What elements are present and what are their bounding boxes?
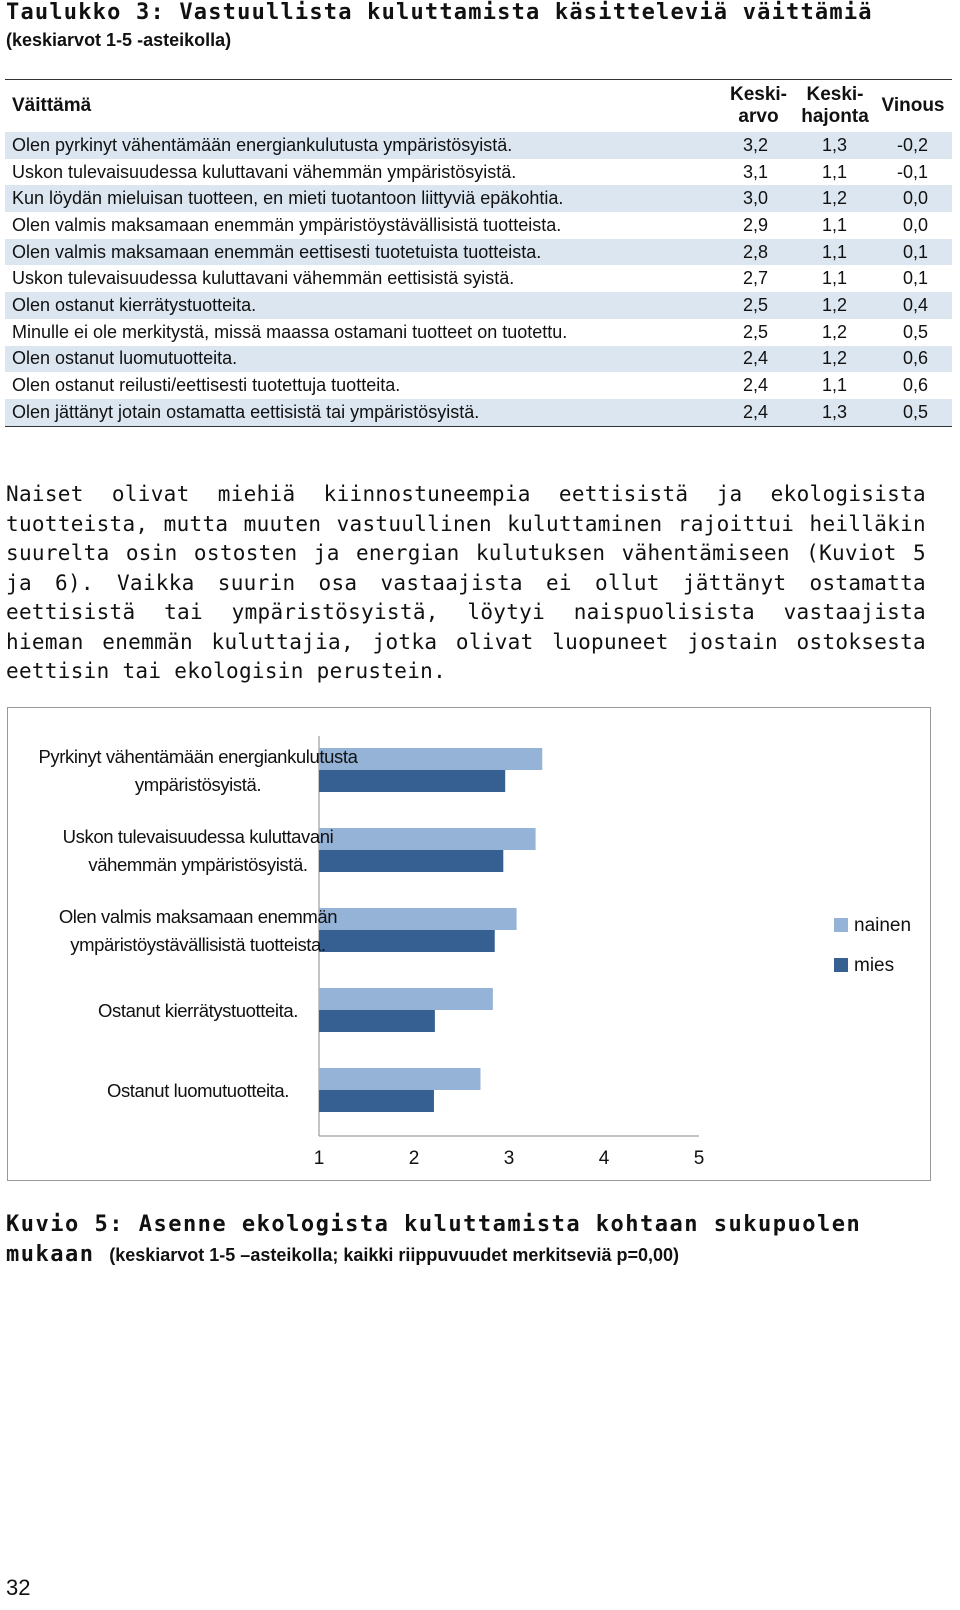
header-mean bbox=[721, 80, 796, 133]
legend-swatch-nainen bbox=[834, 918, 848, 932]
bar-nainen bbox=[319, 828, 536, 850]
skew-cell: -0,1 bbox=[896, 161, 928, 182]
bar-mies bbox=[319, 930, 495, 952]
table-row bbox=[5, 292, 952, 319]
mean-cell: 3,0 bbox=[742, 188, 768, 209]
legend-swatch-mies bbox=[834, 958, 848, 972]
sd-cell: 1,3 bbox=[821, 401, 847, 422]
statement-cell: Olen ostanut reilusti/eettisesti tuotettuja tuotteita. bbox=[12, 375, 401, 396]
mean-cell: 3,1 bbox=[742, 161, 768, 182]
table-row bbox=[5, 212, 952, 239]
x-tick-label: 2 bbox=[408, 1148, 420, 1169]
skew-cell: 0,0 bbox=[902, 188, 928, 209]
category-label: Ostanut kierrätystuotteita. bbox=[98, 1000, 298, 1021]
statement-cell: Olen jättänyt jotain ostamatta eettisistä tai ympäristösyistä. bbox=[12, 401, 480, 422]
statement-cell: Olen valmis maksamaan enemmän eettisesti tuotetuista tuotteista. bbox=[12, 241, 542, 262]
mean-cell: 2,8 bbox=[742, 241, 768, 262]
sd-cell: 1,1 bbox=[821, 161, 847, 182]
header-skew: Vinous bbox=[881, 95, 945, 116]
sd-cell: 1,2 bbox=[821, 188, 847, 209]
bar-mies bbox=[319, 850, 503, 872]
header-sd bbox=[796, 80, 874, 133]
statement-cell: Olen ostanut kierrätystuotteita. bbox=[12, 294, 257, 315]
caption-main: Kuvio 5: Asenne ekologista kuluttamista kohtaan sukupuolen mukaan bbox=[6, 1212, 862, 1267]
bar-nainen bbox=[319, 908, 517, 930]
bar-mies bbox=[319, 770, 505, 792]
chart-frame bbox=[7, 707, 931, 1181]
header-sd-line1: Keski- bbox=[806, 84, 864, 105]
sd-cell: 1,1 bbox=[821, 214, 847, 235]
skew-cell: 0,6 bbox=[902, 375, 928, 396]
legend-label-nainen: nainen bbox=[854, 915, 912, 936]
skew-cell: 0,5 bbox=[902, 321, 928, 342]
header-statement: Väittämä bbox=[12, 95, 92, 116]
sd-cell: 1,1 bbox=[821, 375, 847, 396]
x-tick-label: 1 bbox=[313, 1148, 325, 1169]
bar-nainen bbox=[319, 988, 493, 1010]
figure-caption bbox=[6, 1210, 936, 1270]
skew-cell: 0,1 bbox=[902, 241, 928, 262]
sd-cell: 1,2 bbox=[821, 294, 847, 315]
header-mean-line2: arvo bbox=[738, 106, 779, 127]
skew-cell: 0,5 bbox=[902, 401, 928, 422]
table-row bbox=[5, 399, 952, 426]
statements-table bbox=[5, 79, 952, 427]
x-tick-label: 4 bbox=[598, 1148, 610, 1169]
category-label: Ostanut luomutuotteita. bbox=[106, 1080, 290, 1101]
table-title: Taulukko 3: Vastuullista kuluttamista käsitteleviä väittämiä bbox=[6, 0, 873, 25]
sd-cell: 1,3 bbox=[821, 134, 847, 155]
mean-cell: 2,4 bbox=[742, 375, 768, 396]
mean-cell: 2,4 bbox=[742, 401, 768, 422]
category-label: vähemmän ympäristösyistä. bbox=[88, 854, 308, 875]
statement-cell: Uskon tulevaisuudessa kuluttavani vähemmän eettisistä syistä. bbox=[12, 268, 515, 289]
header-sd-line2: hajonta bbox=[801, 106, 869, 127]
table-row bbox=[5, 132, 952, 159]
statement-cell: Uskon tulevaisuudessa kuluttavani vähemmän ympäristösyistä. bbox=[12, 161, 517, 182]
skew-cell: 0,1 bbox=[902, 268, 928, 289]
mean-cell: 2,5 bbox=[742, 321, 768, 342]
category-label: Pyrkinyt vähentämään energiankulutusta bbox=[38, 746, 358, 767]
table-row bbox=[5, 185, 952, 212]
table-row bbox=[5, 372, 952, 399]
statement-cell: Kun löydän mieluisan tuotteen, en mieti tuotantoon liittyviä epäkohtia. bbox=[12, 188, 564, 209]
body-paragraph: Naiset olivat miehiä kiinnostuneempia eettisistä ja ekologisista tuotteista, mutta muuten vastuullinen kuluttaminen rajoittui heilläkin suurelta osin ostosten ja energian kulutuksen vähentämiseen (Kuviot 5 ja 6). Vaikka suurin osa vastaajista ei ollut jättänyt ostamatta eettisistä tai ympäristösyistä, löytyi naispuolisista vastaajista hieman enemmän kuluttajia, jotka olivat luopuneet jostain ostoksesta eettisin tai ekologisin perustein. bbox=[6, 482, 926, 683]
sd-cell: 1,2 bbox=[821, 321, 847, 342]
category-label: ympäristöystävällisistä tuotteista. bbox=[70, 934, 326, 955]
statement-cell: Minulle ei ole merkitystä, missä maassa ostamani tuotteet on tuotettu. bbox=[12, 321, 568, 342]
category-label: ympäristösyistä. bbox=[134, 774, 262, 795]
mean-cell: 2,7 bbox=[742, 268, 768, 289]
bar-mies bbox=[319, 1090, 434, 1112]
legend-label-mies: mies bbox=[854, 955, 895, 976]
mean-cell: 2,5 bbox=[742, 294, 768, 315]
table-row bbox=[5, 239, 952, 266]
table-body bbox=[5, 132, 952, 426]
page-number: 32 bbox=[6, 1575, 31, 1600]
x-tick-label: 3 bbox=[503, 1148, 515, 1169]
mean-cell: 3,2 bbox=[742, 134, 768, 155]
skew-cell: 0,6 bbox=[902, 348, 928, 369]
sd-cell: 1,1 bbox=[821, 268, 847, 289]
sd-cell: 1,1 bbox=[821, 241, 847, 262]
sd-cell: 1,2 bbox=[821, 348, 847, 369]
mean-cell: 2,9 bbox=[742, 214, 768, 235]
table-row bbox=[5, 319, 952, 346]
statement-cell: Olen pyrkinyt vähentämään energiankulutusta ympäristösyistä. bbox=[12, 134, 513, 155]
skew-cell: 0,0 bbox=[902, 214, 928, 235]
category-label: Olen valmis maksamaan enemmän bbox=[58, 906, 338, 927]
bar-chart bbox=[8, 708, 932, 1182]
skew-cell: 0,4 bbox=[902, 294, 928, 315]
skew-cell: -0,2 bbox=[896, 134, 928, 155]
table-header-row bbox=[5, 80, 952, 133]
x-tick-label: 5 bbox=[693, 1148, 705, 1169]
caption-note: (keskiarvot 1-5 –asteikolla; kaikki riippuvuudet merkitseviä p=0,00) bbox=[109, 1245, 680, 1265]
statement-cell: Olen valmis maksamaan enemmän ympäristöystävällisistä tuotteista. bbox=[12, 214, 562, 235]
table-row bbox=[5, 346, 952, 373]
header-mean-line1: Keski- bbox=[729, 84, 788, 105]
table-row bbox=[5, 265, 952, 292]
table-subtitle: (keskiarvot 1-5 -asteikolla) bbox=[6, 30, 232, 50]
bar-mies bbox=[319, 1010, 435, 1032]
table-row bbox=[5, 159, 952, 186]
statement-cell: Olen ostanut luomutuotteita. bbox=[12, 348, 238, 369]
category-label: Uskon tulevaisuudessa kuluttavani bbox=[62, 826, 334, 847]
mean-cell: 2,4 bbox=[742, 348, 768, 369]
bar-nainen bbox=[319, 1068, 481, 1090]
